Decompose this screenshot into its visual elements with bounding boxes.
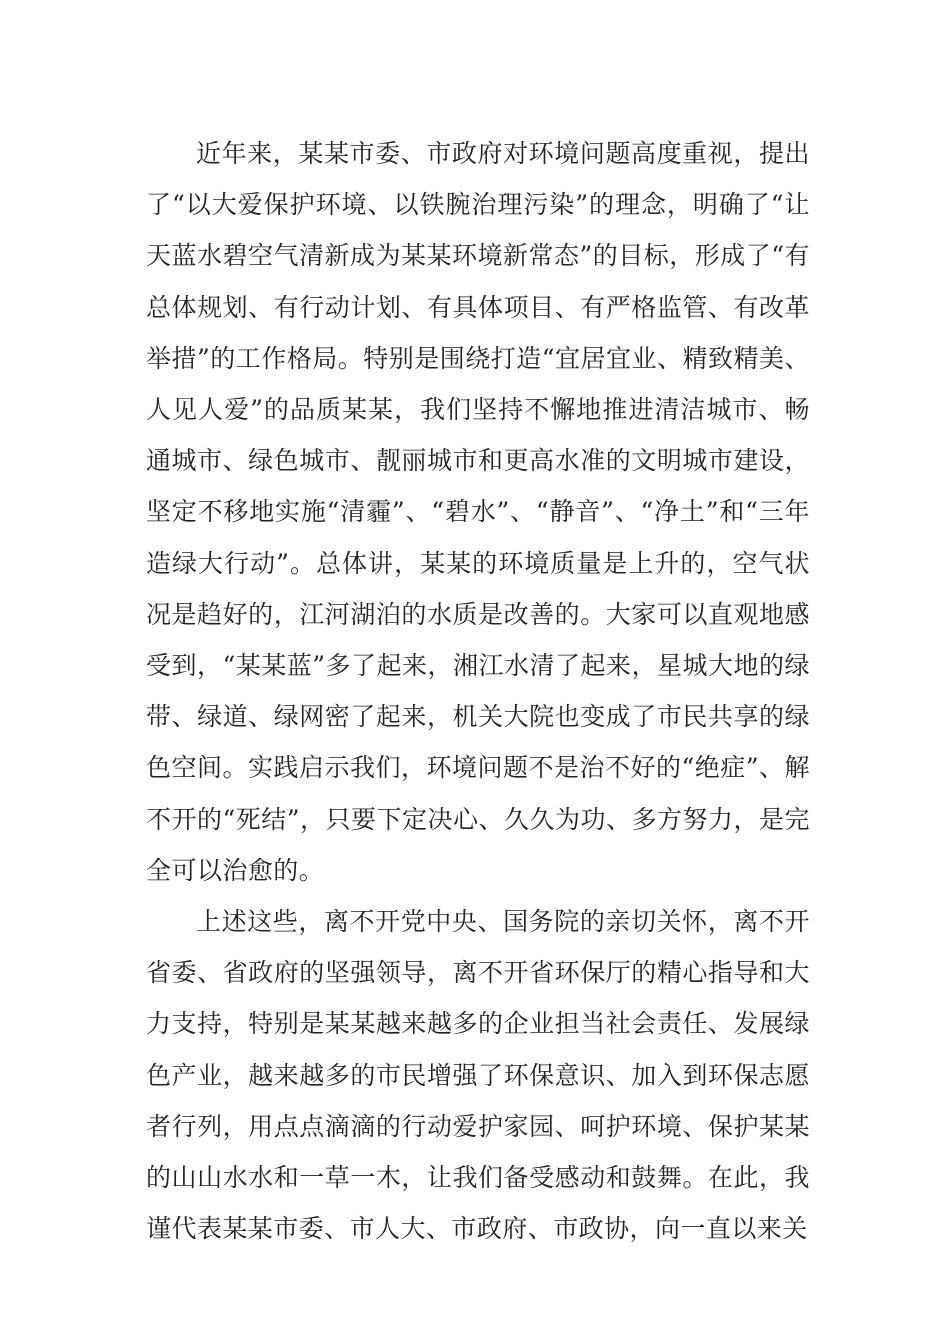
paragraph-1: 近年来，某某市委、市政府对环境问题高度重视，提出了“以大爱保护环境、以铁腕治理污染”的理念，明确了“让天蓝水碧空气清新成为某某环境新常态”的目标，形成了“有总体规划、有行动计划、有具体项目、有严格监管、有改革举措”的工作格局。特别是围绕打造“宜居宜业、精致精美、人见人爱”的品质某某，我们坚持不懈地推进清洁城市、畅通城市、绿色城市、靓丽城市和更高水准的文明城市建设，坚定不移地实施“清霾”、“碧水”、“静音”、“净土”和“三年造绿大行动”。总体讲，某某的环境质量是上升的，空气状况是趋好的，江河湖泊的水质是改善的。大家可以直观地感受到，“某某蓝”多了起来，湘江水清了起来，星城大地的绿带、绿道、绿网密了起来，机关大院也变成了市民共享的绿色空间。实践启示我们，环境问题不是治不好的“绝症”、解不开的“死结”，只要下定决心、久久为功、多方努力，是完全可以治愈的。 [146,139,810,885]
document-body [146,128,810,1254]
paragraph-2: 上述这些，离不开党中央、国务院的亲切关怀，离不开省委、省政府的坚强领导，离不开省环保厅的精心指导和大力支持，特别是某某越来越多的企业担当社会责任、发展绿色产业，越来越多的市民增强了环保意识、加入到环保志愿者行列，用点点滴滴的行动爱护家园、呵护环境、保护某某的山山水水和一草一木，让我们备受感动和鼓舞。在此，我谨代表某某市委、市人大、市政府、市政协，向一直以来关 [146,907,810,1244]
